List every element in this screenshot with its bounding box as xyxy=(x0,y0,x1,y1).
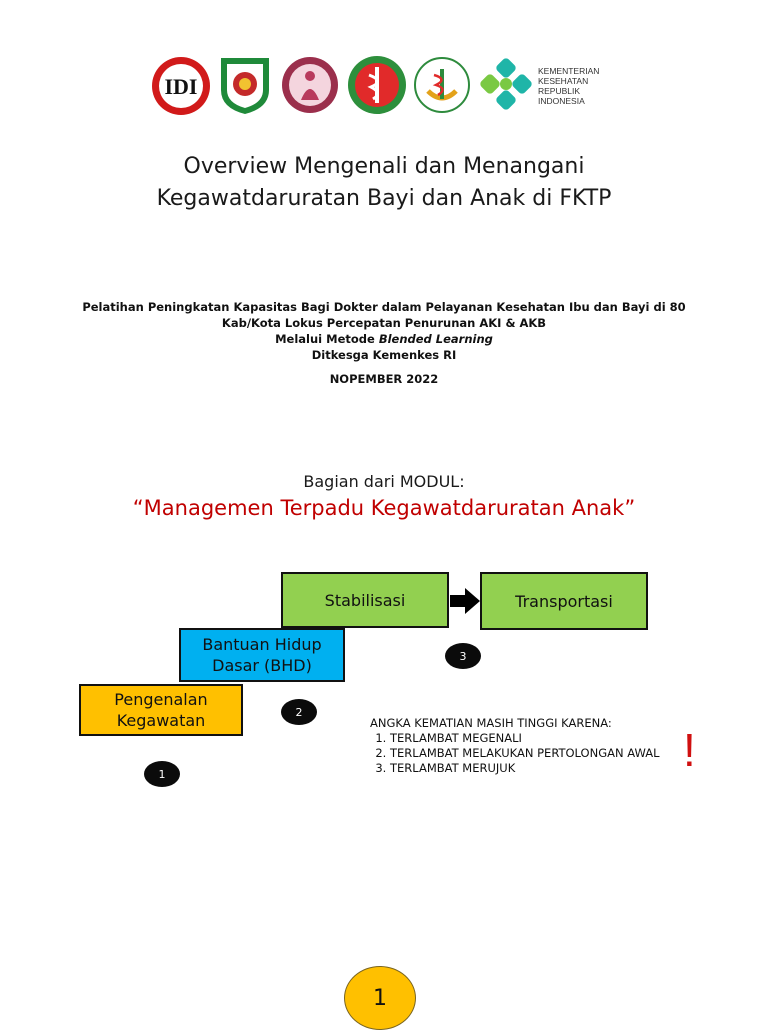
title-line-1: Overview Mengenali dan Menangani xyxy=(183,154,585,179)
subtitle-line-1: Pelatihan Peningkatan Kapasitas Bagi Dokter dalam Pelayanan Kesehatan Ibu dan Bayi di 80 xyxy=(82,300,686,314)
step-number-2: 2 xyxy=(281,699,317,725)
exclamation-mark: ! xyxy=(683,724,696,776)
arrow-right-icon xyxy=(450,588,480,614)
kemenkes-text-4: INDONESIA xyxy=(538,96,585,106)
reason-item-2: 2. TERLAMBAT MELAKUKAN PERTOLONGAN AWAL xyxy=(390,746,690,761)
modul-label: Bagian dari MODUL: xyxy=(303,472,465,491)
reason-item-3: 3. TERLAMBAT MERUJUK xyxy=(390,761,690,776)
idi-logo xyxy=(151,56,211,116)
svg-text:IDI: IDI xyxy=(164,74,198,99)
idai-logo xyxy=(414,55,470,117)
reasons-block xyxy=(370,716,690,776)
reasons-heading: ANGKA KEMATIAN MASIH TINGGI KARENA: xyxy=(370,716,612,730)
subtitle-line-3 xyxy=(60,331,708,347)
title-line-2: Kegawatdaruratan Bayi dan Anak di FKTP xyxy=(156,186,612,211)
step-number-1: 1 xyxy=(144,761,180,787)
kemenkes-text-2: KESEHATAN xyxy=(538,76,589,86)
subtitle-line-3-italic: Blended Learning xyxy=(378,332,493,346)
kemenkes-logo xyxy=(478,58,608,112)
modul-name: “Managemen Terpadu Kegawatdaruratan Anak” xyxy=(132,496,636,520)
pdgi-logo xyxy=(217,54,273,116)
kemenkes-text-1: KEMENTERIAN xyxy=(538,66,600,76)
page-number: 1 xyxy=(373,985,387,1011)
step-pengenalan: Pengenalan Kegawatan xyxy=(79,684,243,736)
subtitle-date: NOPEMBER 2022 xyxy=(329,372,439,386)
subtitle-line-3-prefix: Melalui Metode xyxy=(275,332,379,346)
step-bhd: Bantuan Hidup Dasar (BHD) xyxy=(179,628,345,682)
pogi-logo xyxy=(281,56,339,114)
subtitle-line-2: Kab/Kota Lokus Percepatan Penurunan AKI & AKB xyxy=(221,316,547,330)
page-number-badge xyxy=(344,966,416,1030)
step-transportasi: Transportasi xyxy=(480,572,648,630)
step-number-3: 3 xyxy=(445,643,481,669)
pdui-logo xyxy=(347,55,407,115)
subtitle-line-4: Ditkesga Kemenkes RI xyxy=(311,348,457,362)
reason-item-1: 1. TERLAMBAT MEGENALI xyxy=(390,731,690,746)
kemenkes-text-3: REPUBLIK xyxy=(538,86,581,96)
step-stabilisasi: Stabilisasi xyxy=(281,572,449,628)
